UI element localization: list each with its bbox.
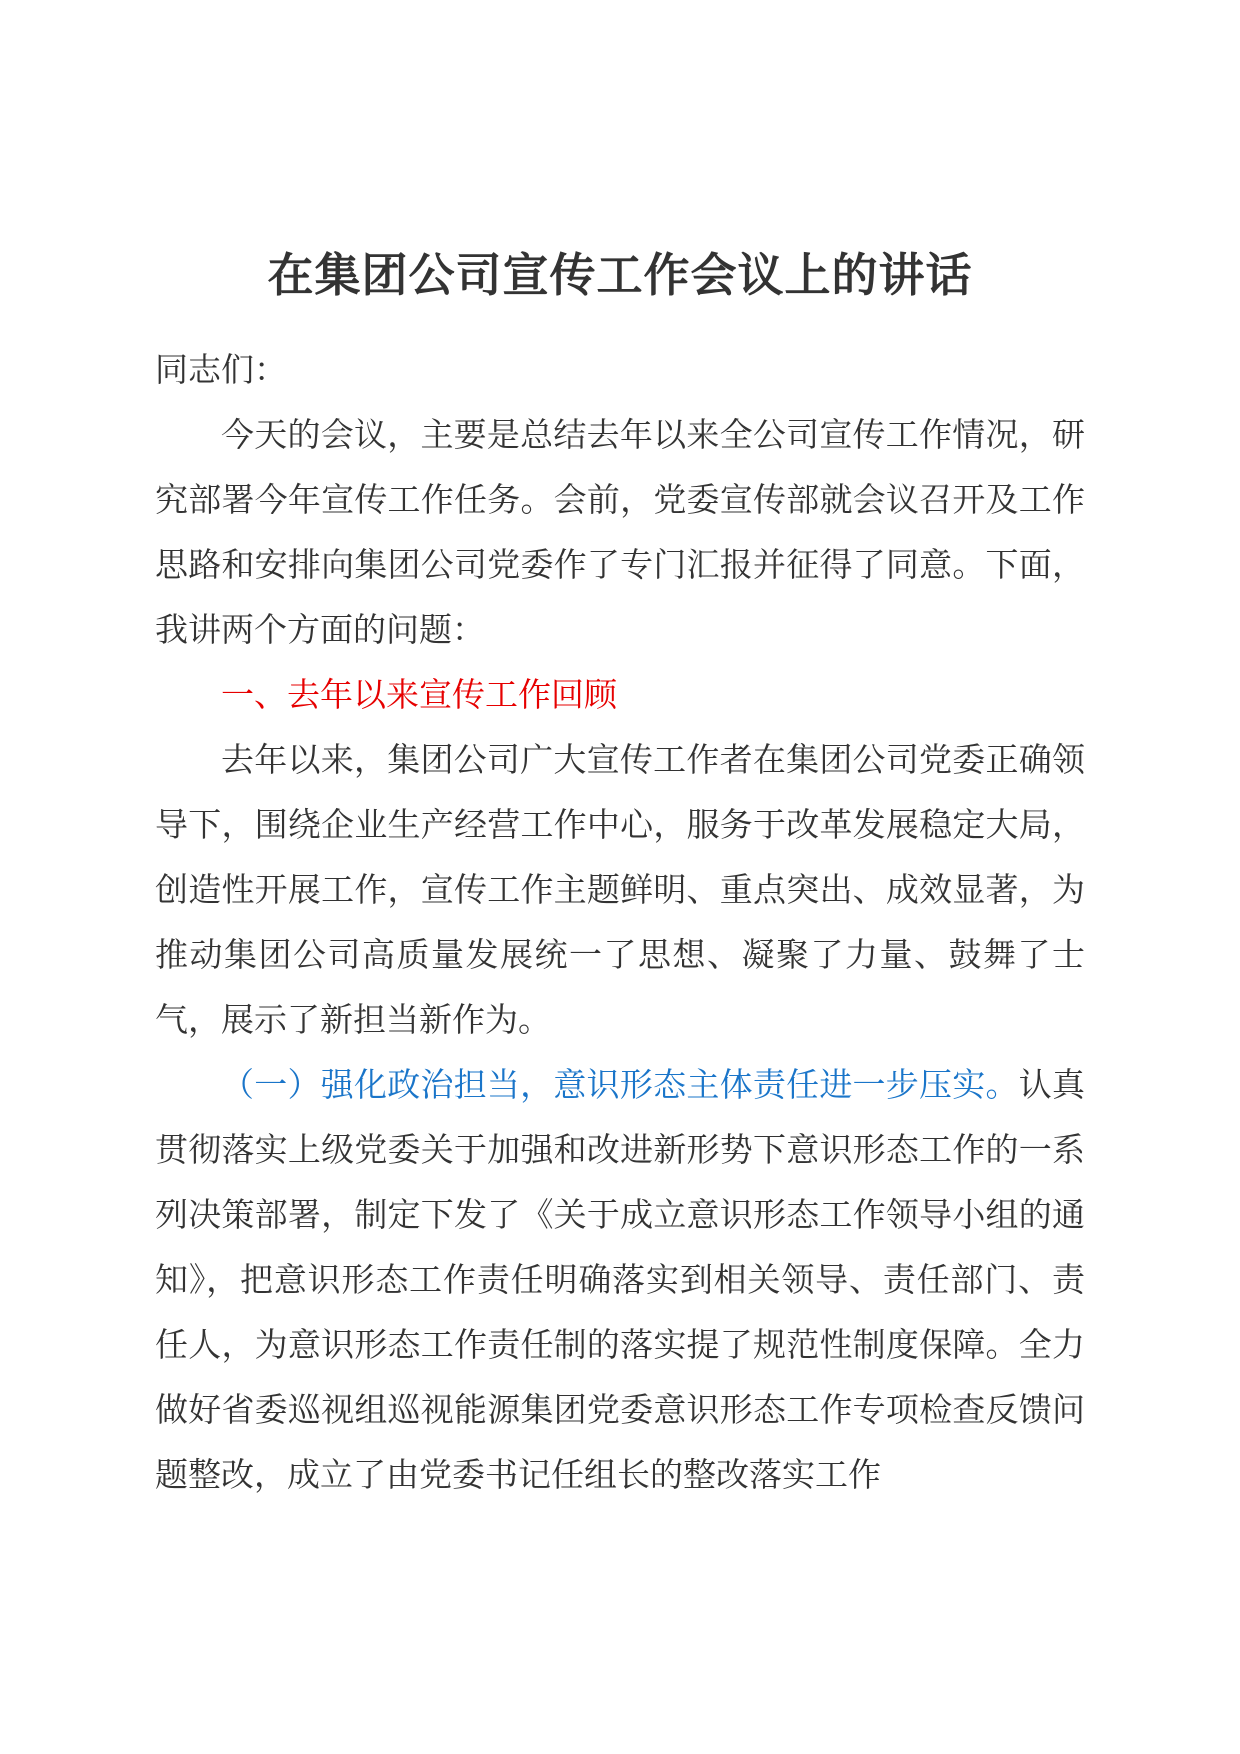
section-heading-1: 一、去年以来宣传工作回顾 xyxy=(221,675,617,714)
section-1-paragraph: 去年以来，集团公司广大宣传工作者在集团公司党委正确领导下，围绕企业生产经营工作中心，服务于改革发展稳定大局，创造性开展工作，宣传工作主题鲜明、重点突出、成效显著，为推动集团公司高质量发展统一了思想、凝聚了力量、鼓舞了士气，展示了新担当新作为。 xyxy=(155,740,1085,1039)
document-page xyxy=(155,245,1085,1507)
document-title: 在集团公司宣传工作会议上的讲话 xyxy=(267,248,973,302)
salutation: 同志们： xyxy=(155,350,287,389)
subsection-1-text: 认真贯彻落实上级党委关于加强和改进新形势下意识形态工作的一系列决策部署，制定下发了《关于成立意识形态工作领导小组的通知》，把意识形态工作责任明确落实到相关领导、责任部门、责任人，为意识形态工作责任制的落实提了规范性制度保障。全力做好省委巡视组巡视能源集团党委意识形态工作专项检查反馈问题整改，成立了由党委书记任组长的整改落实工作 xyxy=(155,1065,1086,1494)
subsection-heading-1: （一）强化政治担当，意识形态主体责任进一步压实。 xyxy=(221,1065,1019,1104)
intro-paragraph: 今天的会议，主要是总结去年以来全公司宣传工作情况，研究部署今年宣传工作任务。会前，党委宣传部就会议召开及工作思路和安排向集团公司党委作了专门汇报并征得了同意。下面，我讲两个方面的问题： xyxy=(155,415,1085,649)
subsection-1-paragraph xyxy=(155,1052,1085,1507)
